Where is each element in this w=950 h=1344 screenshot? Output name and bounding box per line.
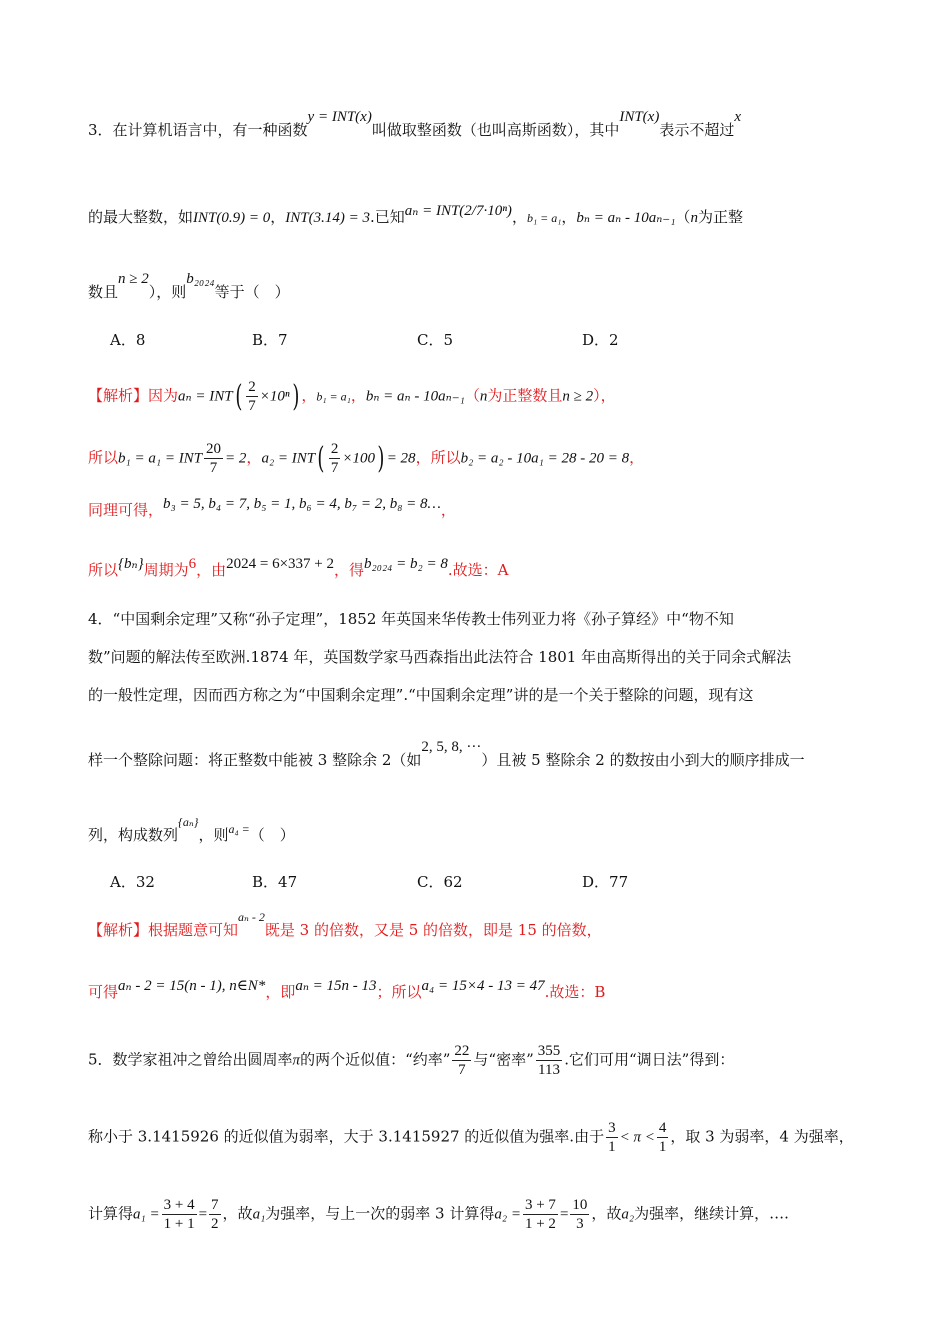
fraction: $\frac{20}{7}$ [206,441,222,476]
sol4-text: .故选：B [544,983,606,1001]
q5-text: 为强率，继续计算，…. [634,1204,789,1223]
formula: a₂ [621,1206,635,1223]
sol3-line-3: 同理可得，b₃ = 5, b₄ = 7, b₅ = 1, b₆ = 4, b₇ = 2, b₈ = 8…， [88,496,456,519]
formula: {bₙ} [118,556,144,572]
sol4-line-1 [88,910,888,941]
fraction: $\frac{3 + 4}{1 + 1}$ [163,1197,195,1232]
fraction: $\frac{2}{7}$ [248,379,256,414]
formula: n [479,388,488,405]
sol4-text: 【解析】根据题意可知 [88,921,239,939]
sol3-text: ）， [593,386,616,405]
q4-text: ）且被 5 整除余 2 的数按由小到大的顺序排成一 [481,751,805,769]
formula: y = INT(x) [307,109,372,125]
option-c[interactable]: C．62 [417,873,463,891]
option-b[interactable]: B．47 [252,873,298,891]
formula: aₙ - 2 = 15(n - 1), n∈N* [118,978,266,994]
q4-line-5 [88,815,888,846]
q3-text: .已知 [369,208,405,226]
sol3-text: ，所以 [415,448,461,467]
q5-text: .它们可用“调日法”得到： [564,1050,735,1069]
option-c[interactable]: C．5 [417,331,454,349]
q3-text: （ [675,208,691,226]
option-a[interactable]: A．8 [110,331,146,349]
formula: a₄ = [228,822,250,836]
q3-text: 数且 [88,283,119,301]
q3-text: 3．在计算机语言中，有一种函数 [88,121,308,139]
formula: n ≥ 2 [562,388,594,405]
formula: INT(x) [619,109,660,125]
formula: b₂₀₂₄ = b₂ = 8 [364,556,448,572]
formula: b₂₀₂₄ [186,271,215,287]
formula: = [198,1206,208,1223]
q5-text: 5．数学家祖冲之曾给出圆周率 [88,1050,293,1069]
sol3-text: 同理可得， [88,501,164,519]
fraction: $\frac{3}{1}$ [608,1120,616,1155]
q4-text: （ ） [249,826,295,844]
q3-line-1 [88,109,888,141]
q5-line-3 [88,1196,888,1233]
fraction: $\frac{2}{7}$ [330,441,339,476]
sol3-line-1: 【解析】因为aₙ = INT( $\frac{2}{7}$ ×10ⁿ) ，b₁ = a₁，bₙ = aₙ - 10aₙ₋₁（n为正整数且n ≥ 2）， [88,378,616,414]
formula: aₙ = INT [178,388,233,405]
sol3-text: 所以 [88,561,119,579]
formula: bₙ = aₙ - 10aₙ₋₁ [365,388,465,405]
formula: b₁ = a₁ [526,211,562,225]
fraction: $\frac{3 + 7}{1 + 2}$ [524,1197,556,1232]
formula: INT(3.14) = 3 [285,210,370,226]
formula: < π < [619,1129,655,1146]
sol4-line-2 [88,978,888,1003]
sol3-text: 所以 [88,448,119,467]
q3-text: ），则 [148,283,187,301]
q3-text: 的最大整数，如 [88,208,194,226]
formula: a₄ = 15×4 - 13 = 47 [421,978,545,994]
formula: 2, 5, 8, ··· [421,739,482,755]
q5-text: 与“密率” [473,1050,534,1069]
formula: ×10ⁿ [259,388,290,405]
sol4-text: ；所以 [376,983,422,1001]
formula: b₁ = a₁ [316,389,351,404]
formula: aₙ = 15n - 13 [295,978,377,994]
fraction: $\frac{7}{2}$ [211,1197,219,1232]
q3-text: 等于（ ） [214,283,290,301]
q3-line-3 [88,271,888,303]
formula: a₁ [252,1206,266,1223]
q3-line-2: 的最大整数，如INT(0.9) = 0，INT(3.14) = 3.已知aₙ = INT(2/7·10ⁿ)，b₁ = a₁，bₙ = aₙ - 10aₙ₋₁（n为正整 [88,203,743,226]
option-d[interactable]: D．77 [582,873,629,891]
fraction: $\frac{355}{113}$ [537,1043,561,1078]
sol4-text: 既是 3 的倍数，又是 5 的倍数，即是 15 的倍数， [264,921,602,939]
sol3-text: ，由 [196,561,227,579]
fraction: $\frac{10}{3}$ [572,1197,588,1232]
formula: a₁ = [133,1206,160,1223]
fraction: $\frac{22}{7}$ [454,1043,470,1078]
sol4-text: 可得 [88,983,119,1001]
sol3-text: 为正整数且 [487,386,563,405]
q3-text: ， [270,208,286,226]
formula: b₂ = a₂ - 10a₁ = 28 - 20 = 8 [460,450,630,467]
sol4-text: ，即 [265,983,296,1001]
formula: 2024 = 6×337 + 2 [226,556,335,572]
q4-line-4 [88,739,888,771]
formula: ×100 [342,450,375,467]
q3-text: 叫做取整函数（也叫高斯函数），其中 [371,121,620,139]
formula: a₂ = INT [261,450,316,467]
q4-line-2: 数”问题的解法传至欧洲.1874 年，英国数学家马西森指出此法符合 1801 年由高斯得出的关于同余式解法 [88,648,792,666]
sol3-text: 【解析】因为 [88,386,179,405]
formula: = 28 [386,450,416,467]
q4-line-1: 4．“中国剩余定理”又称“孙子定理”，1852 年英国来华传教士伟列亚力将《孙子算经》中“物不知 [88,610,734,628]
q4-text: ，则 [198,826,229,844]
formula: a₂ = [494,1206,521,1223]
q3-text: 为正整 [697,208,743,226]
formula: = 2 [225,450,247,467]
formula: n ≥ 2 [118,271,149,287]
formula: n [690,210,698,226]
formula: b₃ = 5, b₄ = 7, b₅ = 1, b₆ = 4, b₇ = 2, b₈ = 8… [163,496,441,512]
q5-text: 的两个近似值：“约率” [300,1050,451,1069]
sol3-text: .故选：A [447,561,509,579]
q5-text: 称小于 3.1415926 的近似值为弱率，大于 3.1415927 的近似值为强率.由于 [88,1127,605,1146]
q5-text: 计算得 [88,1204,134,1223]
fraction: $\frac{4}{1}$ [658,1120,667,1155]
sol3-line-4 [88,556,888,581]
q4-text: 样一个整除问题：将正整数中能被 3 整除余 2（如 [88,751,422,769]
q5-text: ，故 [222,1204,253,1223]
formula: bₙ = aₙ - 10aₙ₋₁ [576,210,676,226]
q5-text: ，取 3 为弱率，4 为强率， [670,1127,854,1146]
formula: INT(0.9) = 0 [193,210,271,226]
sol3-text: ，得 [334,561,365,579]
formula: π [292,1052,301,1069]
q5-line-1 [88,1042,888,1079]
option-b[interactable]: B．7 [252,331,288,349]
option-d[interactable]: D．2 [582,331,619,349]
formula: 6 [188,556,197,572]
formula: {aₙ} [178,815,199,829]
formula: aₙ = INT(2/7·10ⁿ) [404,203,512,219]
formula: aₙ - 2 [238,910,265,924]
q5-line-2 [88,1119,888,1156]
formula: = [559,1206,569,1223]
q5-text: ，故 [591,1204,622,1223]
q4-text: 列，构成数列 [88,826,179,844]
formula: b₁ = a₁ = INT [118,450,203,467]
formula: x [734,109,742,125]
q4-line-3: 的一般性定理，因而西方称之为“中国剩余定理”.“中国剩余定理”讲的是一个关于整除的问题，现有这 [88,686,754,704]
sol3-text: 周期为 [143,561,189,579]
q5-text: 为强率，与上一次的弱率 3 计算得 [265,1204,495,1223]
sol3-line-2: 所以b₁ = a₁ = INT $\frac{20}{7}$ = 2，a₂ = INT( $\frac{2}{7}$ ×100) = 28，所以b₂ = a₂ - 10a₁ = 28 - 20 = 8， [88,440,645,476]
option-a[interactable]: A．32 [110,873,155,891]
q3-text: 表示不超过 [659,121,735,139]
